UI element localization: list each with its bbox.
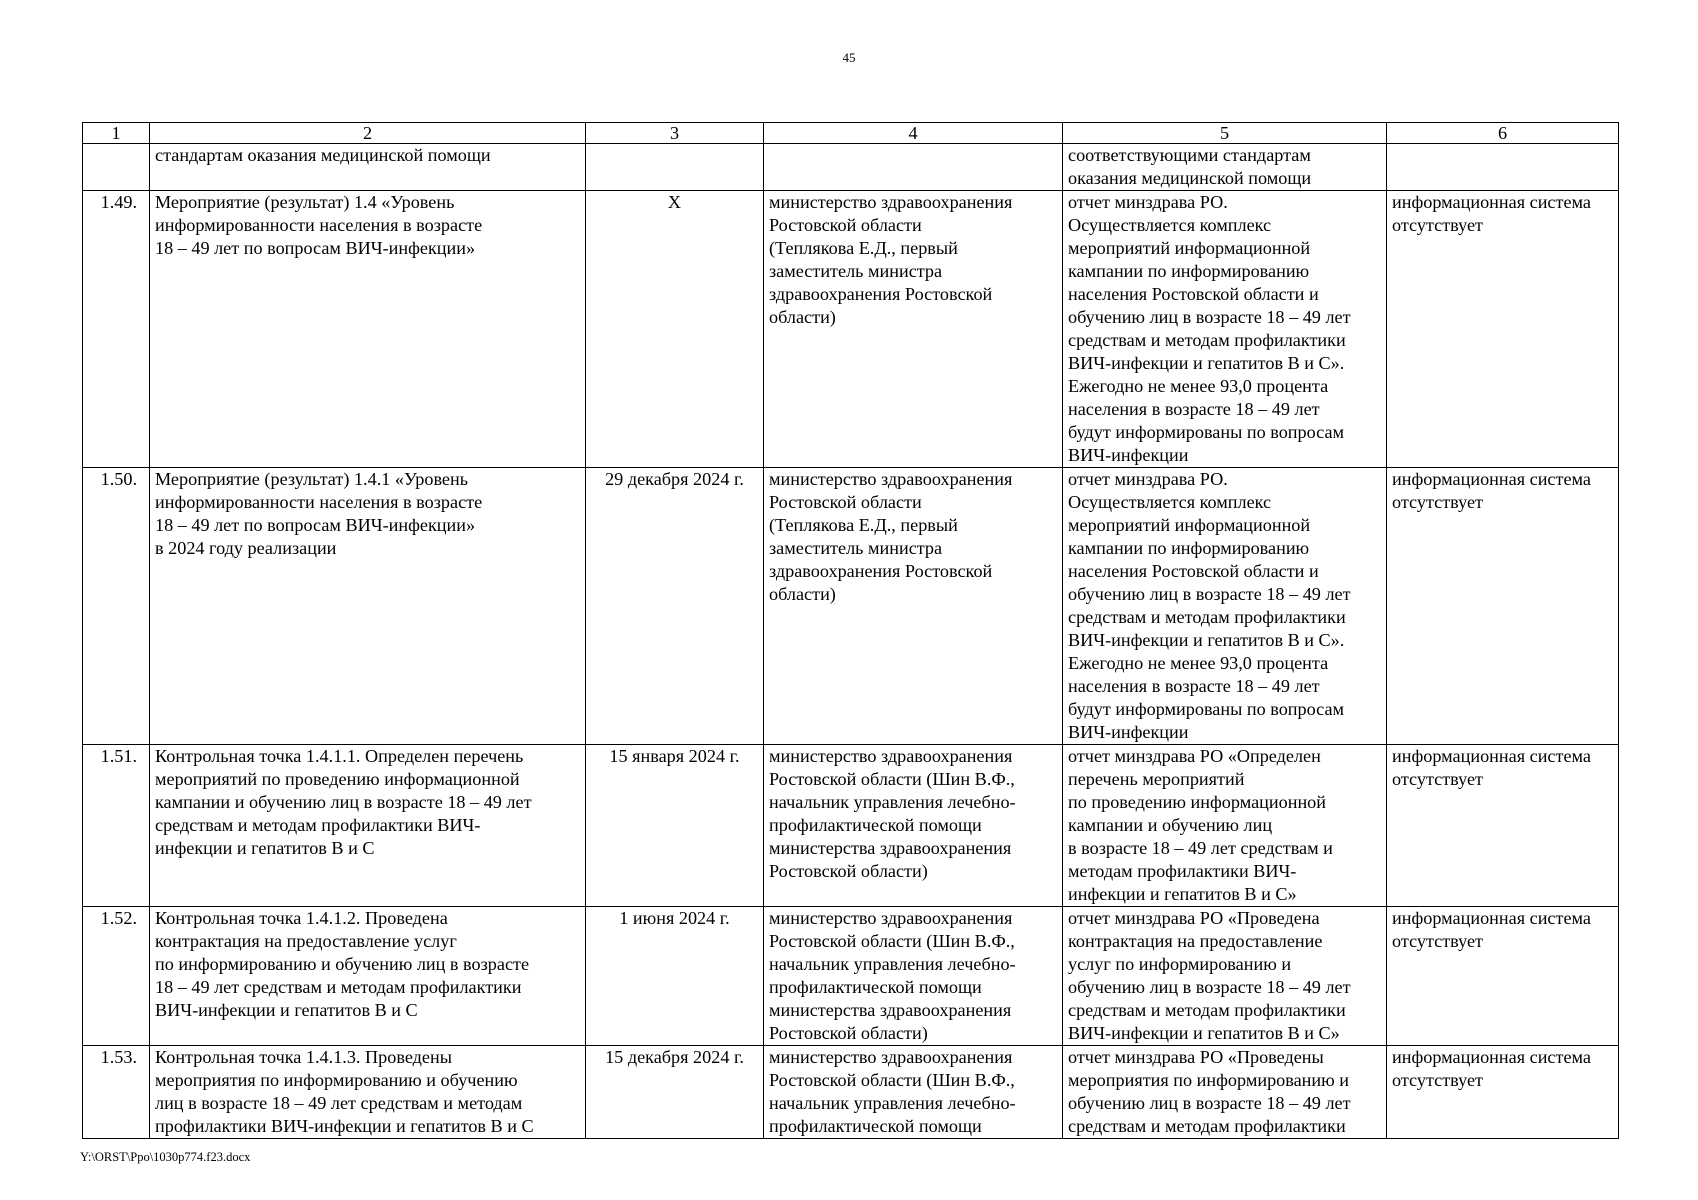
column-header: 1 xyxy=(83,123,150,144)
row-number: 1.49. xyxy=(83,191,150,468)
table-row xyxy=(83,907,1619,1046)
system-cell xyxy=(1387,144,1619,191)
date-cell: 29 декабря 2024 г. xyxy=(586,468,764,745)
responsible-cell: министерство здравоохранения Ростовской области (Шин В.Ф., начальник управления лечебно- профилактической помощи министерства здравоохранения Ростовской области) xyxy=(764,907,1063,1046)
system-cell: информационная система отсутствует xyxy=(1387,745,1619,907)
column-header: 5 xyxy=(1063,123,1387,144)
responsible-cell: министерство здравоохранения Ростовской области (Шин В.Ф., начальник управления лечебно- профилактической помощи министерства здравоохранения Ростовской области) xyxy=(764,745,1063,907)
date-cell: 1 июня 2024 г. xyxy=(586,907,764,1046)
system-cell: информационная система отсутствует xyxy=(1387,1046,1619,1139)
responsible-cell: министерство здравоохранения Ростовской области (Шин В.Ф., начальник управления лечебно- профилактической помощи xyxy=(764,1046,1063,1139)
table-row xyxy=(83,1046,1619,1139)
plan-table xyxy=(82,122,1619,1139)
system-cell: информационная система отсутствует xyxy=(1387,191,1619,468)
column-header: 6 xyxy=(1387,123,1619,144)
table-row xyxy=(83,745,1619,907)
table-row xyxy=(83,144,1619,191)
system-cell: информационная система отсутствует xyxy=(1387,907,1619,1046)
result-cell: отчет минздрава РО. Осуществляется комплекс мероприятий информационной кампании по информированию населения Ростовской области и обучению лиц в возрасте 18 – 49 лет средствам и методам профилактики ВИЧ-инфекции и гепатитов В и С». Ежегодно не менее 93,0 процента населения в возрасте 18 – 49 лет будут информированы по вопросам ВИЧ-инфекции xyxy=(1063,191,1387,468)
page-number: 45 xyxy=(842,50,856,65)
date-cell: X xyxy=(586,191,764,468)
result-cell: отчет минздрава РО «Проведена контрактация на предоставление услуг по информированию и обучению лиц в возрасте 18 – 49 лет средствам и методам профилактики ВИЧ-инфекции и гепатитов В и С» xyxy=(1063,907,1387,1046)
responsible-cell: министерство здравоохранения Ростовской области (Теплякова Е.Д., первый заместитель министра здравоохранения Ростовской области) xyxy=(764,468,1063,745)
responsible-cell xyxy=(764,144,1063,191)
event-cell: Мероприятие (результат) 1.4.1 «Уровень информированности населения в возрасте 18 – 49 лет по вопросам ВИЧ-инфекции» в 2024 году реализации xyxy=(150,468,586,745)
result-cell: отчет минздрава РО «Определен перечень мероприятий по проведению информационной кампании и обучению лиц в возрасте 18 – 49 лет средствам и методам профилактики ВИЧ- инфекции и гепатитов В и С» xyxy=(1063,745,1387,907)
event-cell: Контрольная точка 1.4.1.2. Проведена контрактация на предоставление услуг по информированию и обучению лиц в возрасте 18 – 49 лет средствам и методам профилактики ВИЧ-инфекции и гепатитов В и С xyxy=(150,907,586,1046)
column-header: 4 xyxy=(764,123,1063,144)
column-header: 3 xyxy=(586,123,764,144)
event-cell: стандартам оказания медицинской помощи xyxy=(150,144,586,191)
row-number: 1.52. xyxy=(83,907,150,1046)
result-cell: отчет минздрава РО. Осуществляется комплекс мероприятий информационной кампании по информированию населения Ростовской области и обучению лиц в возрасте 18 – 49 лет средствам и методам профилактики ВИЧ-инфекции и гепатитов В и С». Ежегодно не менее 93,0 процента населения в возрасте 18 – 49 лет будут информированы по вопросам ВИЧ-инфекции xyxy=(1063,468,1387,745)
event-cell: Контрольная точка 1.4.1.3. Проведены мероприятия по информированию и обучению лиц в возрасте 18 – 49 лет средствам и методам профилактики ВИЧ-инфекции и гепатитов В и С xyxy=(150,1046,586,1139)
system-cell: информационная система отсутствует xyxy=(1387,468,1619,745)
table-row xyxy=(83,468,1619,745)
row-number: 1.53. xyxy=(83,1046,150,1139)
responsible-cell: министерство здравоохранения Ростовской области (Теплякова Е.Д., первый заместитель министра здравоохранения Ростовской области) xyxy=(764,191,1063,468)
date-cell: 15 декабря 2024 г. xyxy=(586,1046,764,1139)
result-cell: отчет минздрава РО «Проведены мероприятия по информированию и обучению лиц в возрасте 18 – 49 лет средствам и методам профилактики xyxy=(1063,1046,1387,1139)
row-number xyxy=(83,144,150,191)
date-cell xyxy=(586,144,764,191)
row-number: 1.51. xyxy=(83,745,150,907)
column-header: 2 xyxy=(150,123,586,144)
row-number: 1.50. xyxy=(83,468,150,745)
table-header-row xyxy=(83,123,1619,144)
result-cell: соответствующими стандартам оказания медицинской помощи xyxy=(1063,144,1387,191)
event-cell: Мероприятие (результат) 1.4 «Уровень информированности населения в возрасте 18 – 49 лет по вопросам ВИЧ-инфекции» xyxy=(150,191,586,468)
event-cell: Контрольная точка 1.4.1.1. Определен перечень мероприятий по проведению информационной кампании и обучению лиц в возрасте 18 – 49 лет средствам и методам профилактики ВИЧ- инфекции и гепатитов В и С xyxy=(150,745,586,907)
table-row xyxy=(83,191,1619,468)
footer-file-path: Y:\ORST\Ppo\1030p774.f23.docx xyxy=(80,1150,251,1164)
date-cell: 15 января 2024 г. xyxy=(586,745,764,907)
